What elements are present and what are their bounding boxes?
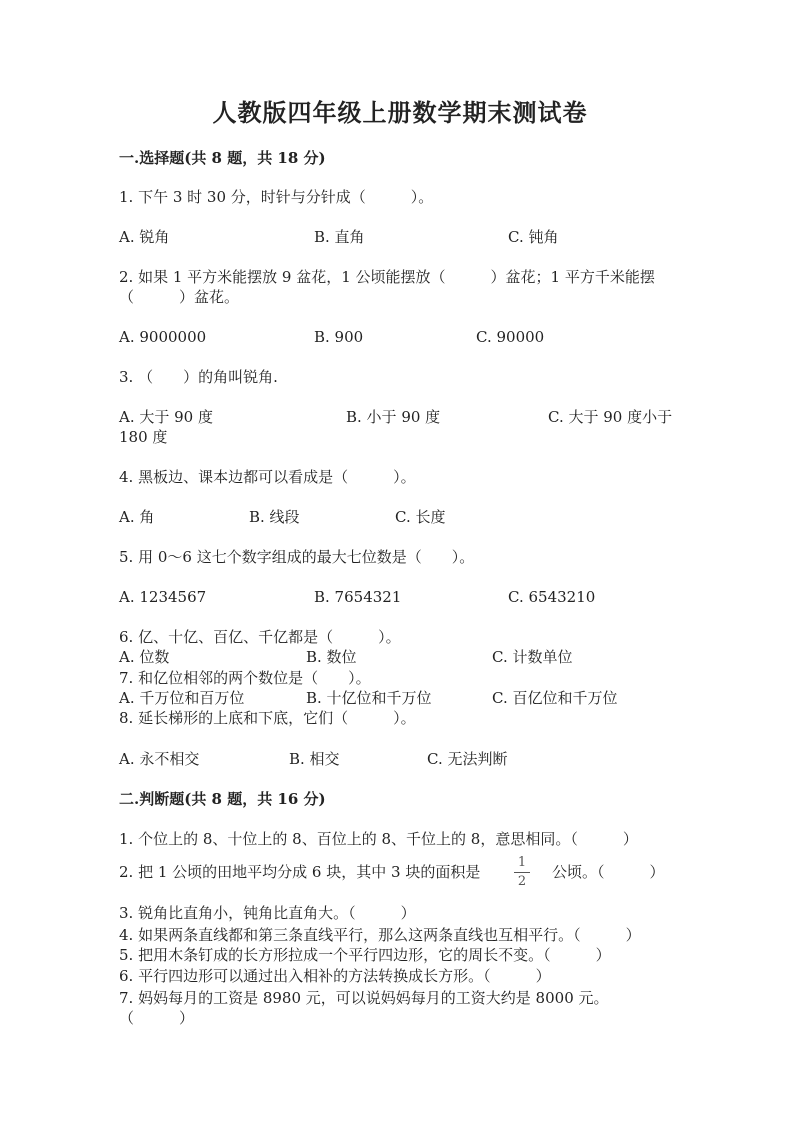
question-4-option-b: B. 线段 [249,508,300,526]
question-8-option-c: C. 无法判断 [427,750,508,768]
question-8-option-a: A. 永不相交 [119,750,200,768]
question-7-option-c: C. 百亿位和千万位 [492,689,618,707]
judgement-1: 1. 个位上的 8、十位上的 8、百位上的 8、千位上的 8，意思相同。（ ） [119,830,638,848]
question-3-option-a: A. 大于 90 度 [119,408,213,426]
question-2-option-b: B. 900 [314,328,364,346]
judgement-6: 6. 平行四边形可以通过出入相补的方法转换成长方形。（ ） [119,967,551,985]
page-title: 人教版四年级上册数学期末测试卷 [212,98,588,127]
judgement-7-line1: 7. 妈妈每月的工资是 8980 元，可以说妈妈每月的工资大约是 8000 元。 [119,989,609,1007]
question-2-option-a: A. 9000000 [119,328,207,346]
question-5-stem: 5. 用 0～6 这七个数字组成的最大七位数是（ ）。 [119,548,475,566]
section-heading-choice: 一.选择题(共 8 题，共 18 分) [119,149,326,167]
judgement-7-line2: （ ） [119,1009,195,1027]
question-6-option-b: B. 数位 [306,648,357,666]
question-1-option-b: B. 直角 [314,228,365,246]
judgement-2-prefix: 2. 把 1 公顷的田地平均分成 6 块，其中 3 块的面积是 [119,863,481,881]
question-3-option-c: C. 大于 90 度小于 [548,408,673,426]
question-1-stem: 1. 下午 3 时 30 分，时针与分针成（ ）。 [119,188,434,206]
fraction-denominator: 2 [517,874,527,889]
question-3-option-c-continued: 180 度 [119,428,168,446]
question-4-stem: 4. 黑板边、课本边都可以看成是（ ）。 [119,468,416,486]
question-6-stem: 6. 亿、十亿、百亿、千亿都是（ ）。 [119,628,401,646]
question-4-option-c: C. 长度 [395,508,446,526]
question-8-stem: 8. 延长梯形的上底和下底，它们（ ）。 [119,709,416,727]
fraction-numerator: 1 [517,855,527,870]
question-2-stem-line1: 2. 如果 1 平方米能摆放 9 盆花，1 公顷能摆放（ ）盆花；1 平方千米能摆 [119,268,655,286]
question-6-option-a: A. 位数 [119,648,170,666]
question-2-option-c: C. 90000 [476,328,545,346]
question-6-option-c: C. 计数单位 [492,648,573,666]
question-3-stem: 3. （ ）的角叫锐角. [119,368,278,386]
question-2-stem-line2: （ ）盆花。 [119,288,240,306]
judgement-3: 3. 锐角比直角小，钝角比直角大。（ ） [119,904,416,922]
question-7-option-a: A. 千万位和百万位 [119,689,245,707]
section-heading-judgement: 二.判断题(共 8 题，共 16 分) [119,790,326,808]
question-8-option-b: B. 相交 [289,750,340,768]
question-5-option-a: A. 1234567 [119,588,207,606]
question-7-stem: 7. 和亿位相邻的两个数位是（ ）。 [119,669,371,687]
judgement-2-suffix: 公顷。（ ） [552,863,665,881]
question-1-option-c: C. 钝角 [508,228,559,246]
question-5-option-c: C. 6543210 [508,588,596,606]
question-7-option-b: B. 十亿位和千万位 [306,689,432,707]
question-1-option-a: A. 锐角 [119,228,170,246]
question-3-option-b: B. 小于 90 度 [346,408,441,426]
question-4-option-a: A. 角 [119,508,155,526]
judgement-5: 5. 把用木条钉成的长方形拉成一个平行四边形，它的周长不变。（ ） [119,946,611,964]
fraction-bar [514,872,530,873]
question-5-option-b: B. 7654321 [314,588,402,606]
judgement-4: 4. 如果两条直线都和第三条直线平行，那么这两条直线也互相平行。（ ） [119,926,641,944]
fraction-one-half [512,856,532,889]
